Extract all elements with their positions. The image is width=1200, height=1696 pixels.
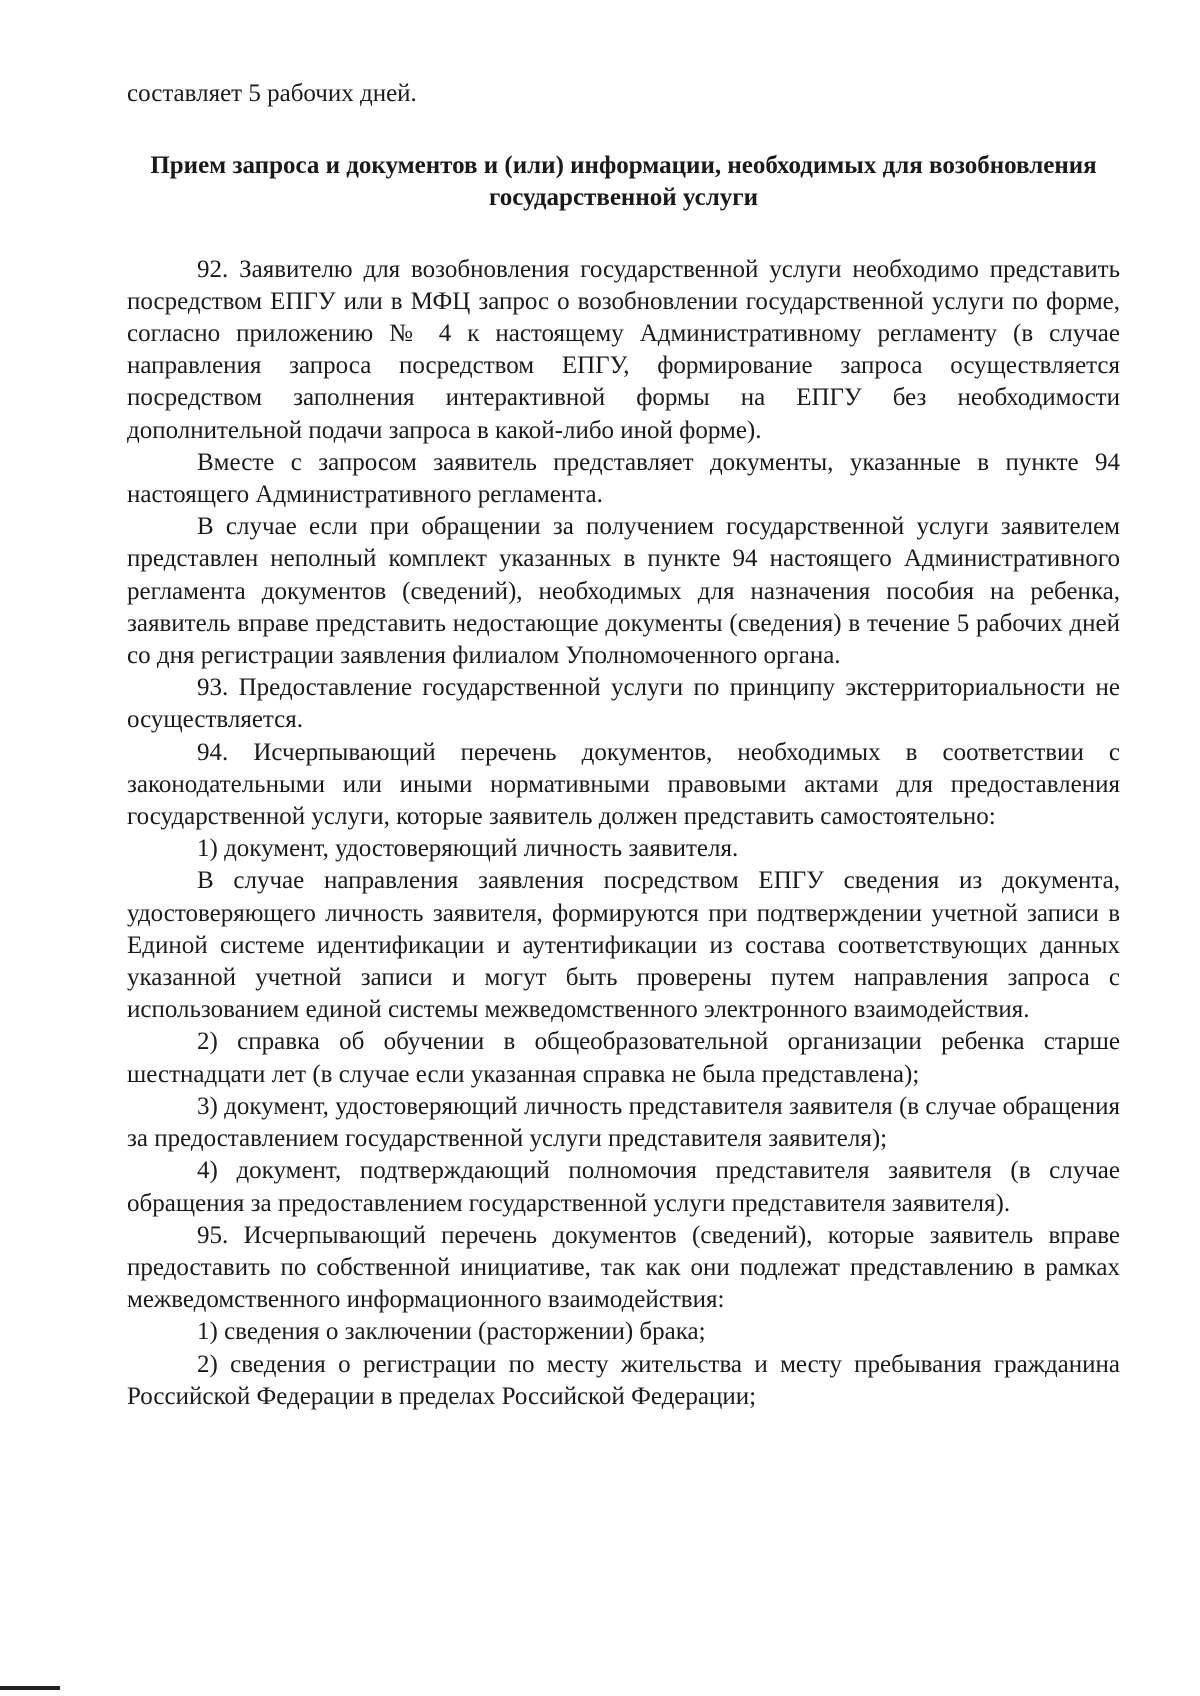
- paragraph-94: 94. Исчерпывающий перечень документов, необходимых в соответствии с законодательными или иными нормативными правовыми актами для предоставления государственной услуги, которые заявитель должен представить самостоятельно:: [127, 738, 1120, 831]
- paragraph-94-item-4: 4) документ, подтверждающий полномочия представителя заявителя (в случае обращения за предоставлением государственной услуги представителя заявителя).: [127, 1157, 1120, 1217]
- paragraph-95: 95. Исчерпывающий перечень документов (сведений), которые заявитель вправе предоставить по собственной инициативе, так как они подлежат представлению в рамках межведомственного информационного взаимодействия:: [127, 1221, 1120, 1314]
- paragraph-95-item-2: 2) сведения о регистрации по месту жительства и месту пребывания гражданина Российской Федерации в пределах Российской Федерации;: [127, 1350, 1120, 1410]
- paragraph-94-item-2: 2) справка об обучении в общеобразовательной организации ребенка старше шестнадцати лет (в случае если указанная справка не была представлена);: [127, 1028, 1120, 1088]
- paragraph-93: 93. Предоставление государственной услуги по принципу экстерриториальности не осуществляется.: [127, 674, 1120, 734]
- paragraph-92-documents: Вместе с запросом заявитель представляет документы, указанные в пункте 94 настоящего Административного регламента.: [127, 448, 1120, 509]
- continuation-line: составляет 5 рабочих дней.: [127, 80, 417, 107]
- paragraph-92-incomplete: В случае если при обращении за получением государственной услуги заявителем представлен неполный комплект указанных в пункте 94 настоящего Административного регламента документов (сведений), необходимых для назначения пособия на ребенка, заявитель вправе представить недостающие документы (сведения) в течение 5 рабочих дней со дня регистрации заявления филиалом Уполномоченного органа.: [127, 513, 1120, 670]
- paragraph-94-item-3: 3) документ, удостоверяющий личность представителя заявителя (в случае обращения за предоставлением государственной услуги представителя заявителя);: [127, 1092, 1120, 1153]
- paragraph-92: 92. Заявителю для возобновления государственной услуги необходимо представить посредством ЕПГУ или в МФЦ запрос о возобновлении государственной услуги по форме, согласно приложению № 4 к настоящему Административному регламенту (в случае направления запроса посредством ЕПГУ, формирование запроса осуществляется посредством заполнения интерактивной формы на ЕПГУ без необходимости дополнительной подачи запроса в какой-либо иной форме).: [127, 255, 1120, 444]
- paragraph-94-epgu: В случае направления заявления посредством ЕПГУ сведения из документа, удостоверяющего личность заявителя, формируются при подтверждении учетной записи в Единой системе идентификации и аутентификации из состава соответствующих данных указанной учетной записи и могут быть проверены путем направления запроса с использованием единой системы межведомственного электронного взаимодействия.: [127, 867, 1120, 1024]
- section-heading: Прием запроса и документов и (или) информации, необходимых для возобновления государственной услуги: [150, 152, 1097, 212]
- body-text: [127, 254, 1120, 1413]
- paragraph-94-item-1: 1) документ, удостоверяющий личность заявителя.: [197, 835, 739, 863]
- scan-edge-mark: [0, 1686, 60, 1690]
- document-page: [127, 78, 1120, 1413]
- paragraph-95-item-1: 1) сведения о заключении (расторжении) брака;: [197, 1318, 706, 1346]
